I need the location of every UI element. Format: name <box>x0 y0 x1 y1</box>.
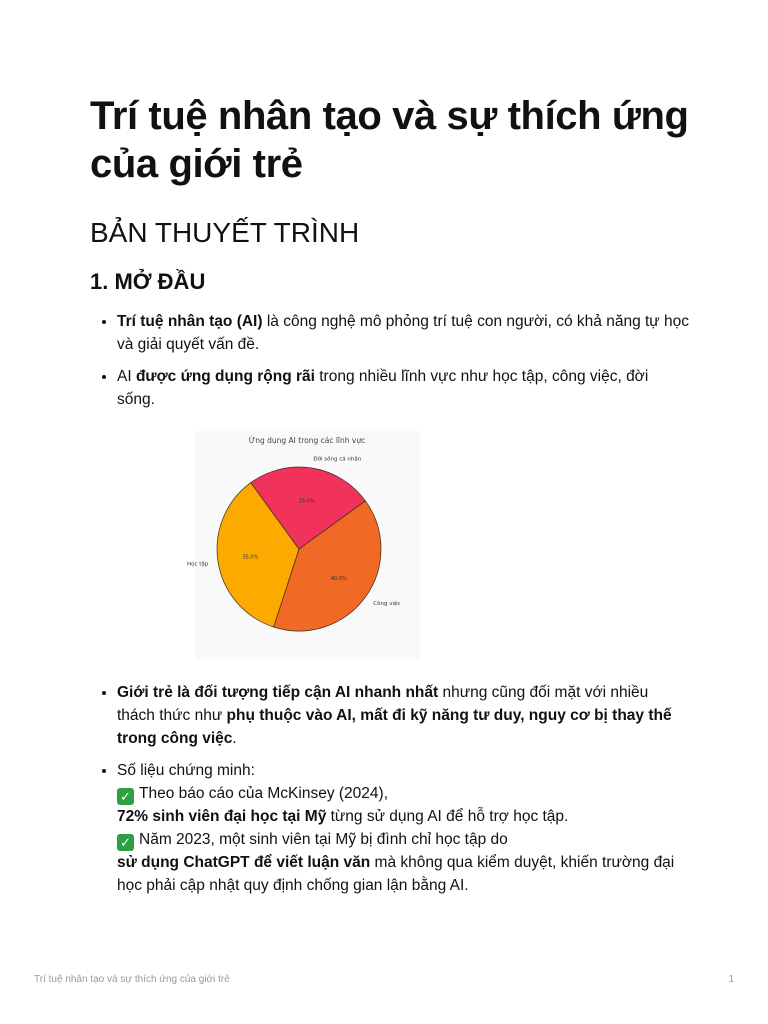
pie-category-label: Học tập <box>186 561 209 568</box>
chart-title: Ứng dụng AI trong các lĩnh vực <box>248 436 366 445</box>
list-item: • Trí tuệ nhân tạo (AI) là công nghệ mô phỏng trí tuệ con người, có khả năng tự học và giải quyết vấn đề. <box>117 310 690 356</box>
pie-category-label: Đời sống cá nhân <box>313 456 362 463</box>
pie-percent-label: 40.0% <box>330 575 347 582</box>
pie-chart-figure <box>186 431 420 659</box>
evidence-intro: Số liệu chứng minh: <box>117 762 255 779</box>
list-item: • Giới trẻ là đối tượng tiếp cận AI nhanh nhất nhưng cũng đối mặt với nhiều thách thức như phụ thuộc vào AI, mất đi kỹ năng tư duy, nguy cơ bị thay thế trong công việc. <box>117 681 690 750</box>
footer-title: Trí tuệ nhân tạo và sự thích ứng của giới trẻ <box>34 974 230 985</box>
page-number: 1 <box>728 974 734 985</box>
check-mark-icon: ✓ <box>117 834 134 851</box>
section-heading-intro: 1. MỞ ĐẦU <box>90 269 206 294</box>
youth-bullet-list <box>90 681 690 897</box>
pie-percent-label: 35.0% <box>242 554 259 561</box>
pie-category-label: Công việc <box>373 600 401 607</box>
list-item: • Số liệu chứng minh: ✓ Theo báo cáo của McKinsey (2024), 72% sinh viên đại học tại Mỹ từng sử dụng AI để hỗ trợ học tập. ✓ Năm 2023, một sinh viên tại Mỹ bị đình chỉ học tập do sử dụng ChatGPT để viết luận văn mà không qua kiểm duyệt, khiến trường đại học phải cập nhật quy định chống gian lận bằng AI. <box>117 759 690 897</box>
intro-bullet-list <box>90 310 690 411</box>
document-subtitle: BẢN THUYẾT TRÌNH <box>90 217 360 248</box>
page-footer <box>34 974 734 985</box>
pie-chart <box>186 431 420 659</box>
document-body <box>90 92 690 897</box>
check-mark-icon: ✓ <box>117 788 134 805</box>
document-title: Trí tuệ nhân tạo và sự thích ứng của giới trẻ <box>90 94 689 186</box>
pie-percent-label: 25.0% <box>298 498 315 505</box>
list-item: • AI được ứng dụng rộng rãi trong nhiều lĩnh vực như học tập, công việc, đời sống. <box>117 365 690 411</box>
